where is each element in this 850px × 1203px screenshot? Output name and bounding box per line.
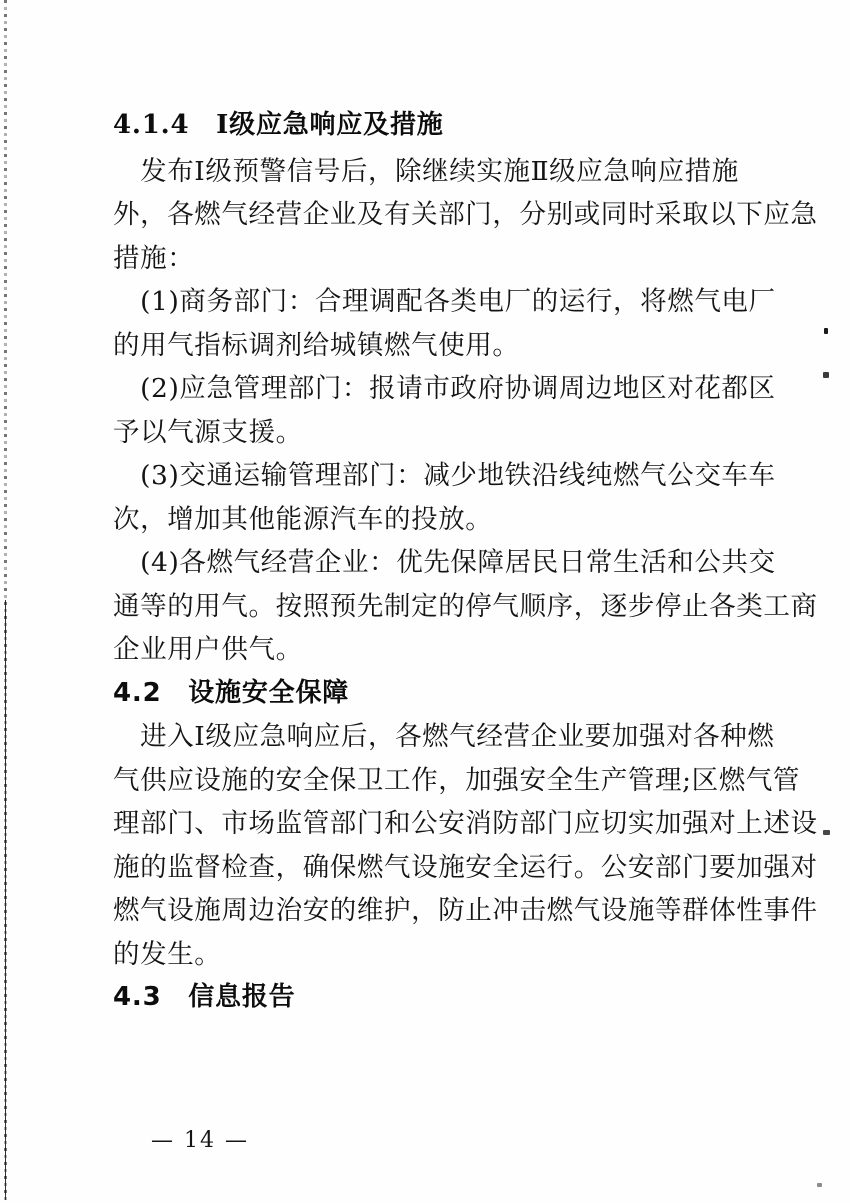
paragraph-line: 理部门、市场监管部门和公安消防部门应切实加强对上述设 — [113, 808, 818, 839]
section-heading-4-2 — [113, 672, 731, 716]
paragraph-line: (1)商务部门：合理调配各类电厂的运行，将燃气电厂 — [113, 286, 776, 317]
paragraph-line: 外，各燃气经营企业及有关部门，分别或同时采取以下应急 — [113, 199, 818, 230]
paragraph-line: (4)各燃气经营企业：优先保障居民日常生活和公共交 — [113, 547, 776, 578]
paragraph-intro — [113, 150, 818, 281]
paragraph-line: 进入Ⅰ级应急响应后，各燃气经营企业要加强对各种燃 — [113, 721, 775, 752]
scan-speck-bottom — [817, 1183, 822, 1187]
paragraph-item-4 — [113, 541, 818, 672]
section-heading-4-3 — [113, 976, 731, 1020]
document-body — [113, 104, 818, 1020]
paragraph-line: 措施： — [113, 242, 195, 274]
heading-line: 4.2 设施安全保障 — [113, 677, 350, 708]
paragraph-line: 发布Ⅰ级预警信号后，除继续实施Ⅱ级应急响应措施 — [113, 155, 739, 187]
heading-line: 4.1.4 Ⅰ级应急响应及措施 — [113, 110, 444, 140]
paragraph-line: 的用气指标调剂给城镇燃气使用。 — [113, 329, 520, 361]
paragraph-line: (2)应急管理部门：报请市政府协调周边地区对花都区 — [113, 373, 776, 404]
scan-speck-right-upper — [824, 328, 828, 334]
scan-artifact-left-edge-dark — [5, 600, 6, 1200]
scan-speck-right-mid — [823, 372, 829, 378]
paragraph-line: 气供应设施的安全保卫工作，加强安全生产管理;区燃气管 — [113, 764, 801, 796]
paragraph-line: 施的监督检查，确保燃气设施安全运行。公安部门要加强对 — [113, 851, 818, 883]
heading-line: 4.3 信息报告 — [113, 982, 296, 1012]
paragraph-line: 次，增加其他能源汽车的投放。 — [113, 503, 493, 535]
paragraph-line: 燃气设施周边治安的维护，防止冲击燃气设施等群体性事件 — [113, 895, 818, 926]
paragraph-line: 的发生。 — [113, 938, 222, 970]
paragraph-line: 企业用户供气。 — [113, 634, 303, 665]
paragraph-item-2 — [113, 367, 776, 454]
paragraph-line: (3)交通运输管理部门：减少地铁沿线纯燃气公交车车 — [113, 460, 776, 491]
section-heading-4-1-4 — [113, 104, 731, 148]
scan-speck-right-lower — [823, 830, 830, 835]
paragraph-line: 予以气源支援。 — [113, 416, 303, 448]
paragraph-item-3 — [113, 454, 776, 541]
paragraph-line: 通等的用气。按照预先制定的停气顺序，逐步停止各类工商 — [113, 590, 818, 622]
page-number: — 14 — — [151, 1128, 249, 1153]
paragraph-item-1 — [113, 280, 776, 367]
paragraph-4-2-body — [113, 715, 818, 976]
